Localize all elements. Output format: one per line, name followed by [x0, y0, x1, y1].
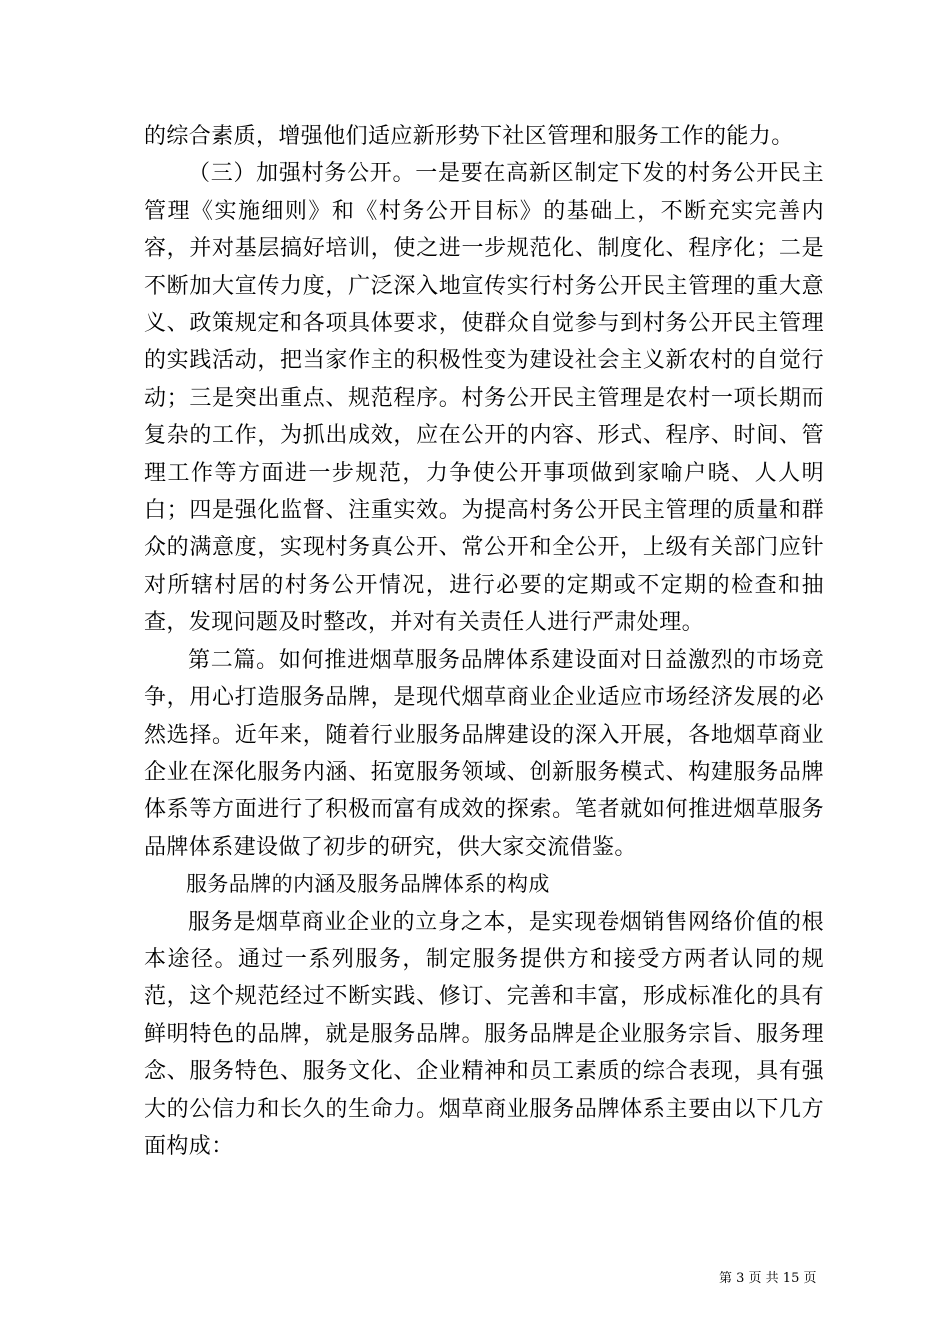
paragraph-chapter-two: 第二篇。如何推进烟草服务品牌体系建设面对日益激烈的市场竞争，用心打造服务品牌，是现代烟草商业企业适应市场经济发展的必然选择。近年来，随着行业服务品牌建设的深入开展，各地烟草商业企业在深化服务内涵、拓宽服务领域、创新服务模式、构建服务品牌体系等方面进行了积极而富有成效的探索。笔者就如何推进烟草服务品牌体系建设做了初步的研究，供大家交流借鉴。: [144, 647, 824, 860]
paragraph-village-affairs: （三）加强村务公开。一是要在高新区制定下发的村务公开民主管理《实施细则》和《村务公开目标》的基础上，不断充实完善内容，并对基层搞好培训，使之进一步规范化、制度化、程序化；二是不断加大宣传力度，广泛深入地宣传实行村务公开民主管理的重大意义、政策规定和各项具体要求，使群众自觉参与到村务公开民主管理的实践活动，把当家作主的积极性变为建设社会主义新农村的自觉行动；三是突出重点、规范程序。村务公开民主管理是农村一项长期而复杂的工作，为抓出成效，应在公开的内容、形式、程序、时间、管理工作等方面进一步规范，力争使公开事项做到家喻户晓、人人明白；四是强化监督、注重实效。为提高村务公开民主管理的质量和群众的满意度，实现村务真公开、常公开和全公开，上级有关部门应针对所辖村居的村务公开情况，进行必要的定期或不定期的检查和抽查，发现问题及时整改，并对有关责任人进行严肃处理。: [144, 161, 824, 636]
page-number-footer: 第 3 页 共 15 页: [719, 1271, 817, 1286]
paragraph-service-brand: 服务是烟草商业企业的立身之本，是实现卷烟销售网络价值的根本途径。通过一系列服务，制定服务提供方和接受方两者认同的规范，这个规范经过不断实践、修订、完善和丰富，形成标准化的具有鲜明特色的品牌，就是服务品牌。服务品牌是企业服务宗旨、服务理念、服务特色、服务文化、企业精神和员工素质的综合表现，具有强大的公信力和长久的生命力。烟草商业服务品牌体系主要由以下几方面构成：: [144, 909, 824, 1159]
section-heading: 服务品牌的内涵及服务品牌体系的构成: [186, 872, 550, 897]
body-text: [144, 118, 824, 1165]
paragraph-continuation: 的综合素质，增强他们适应新形势下社区管理和服务工作的能力。: [144, 124, 794, 149]
